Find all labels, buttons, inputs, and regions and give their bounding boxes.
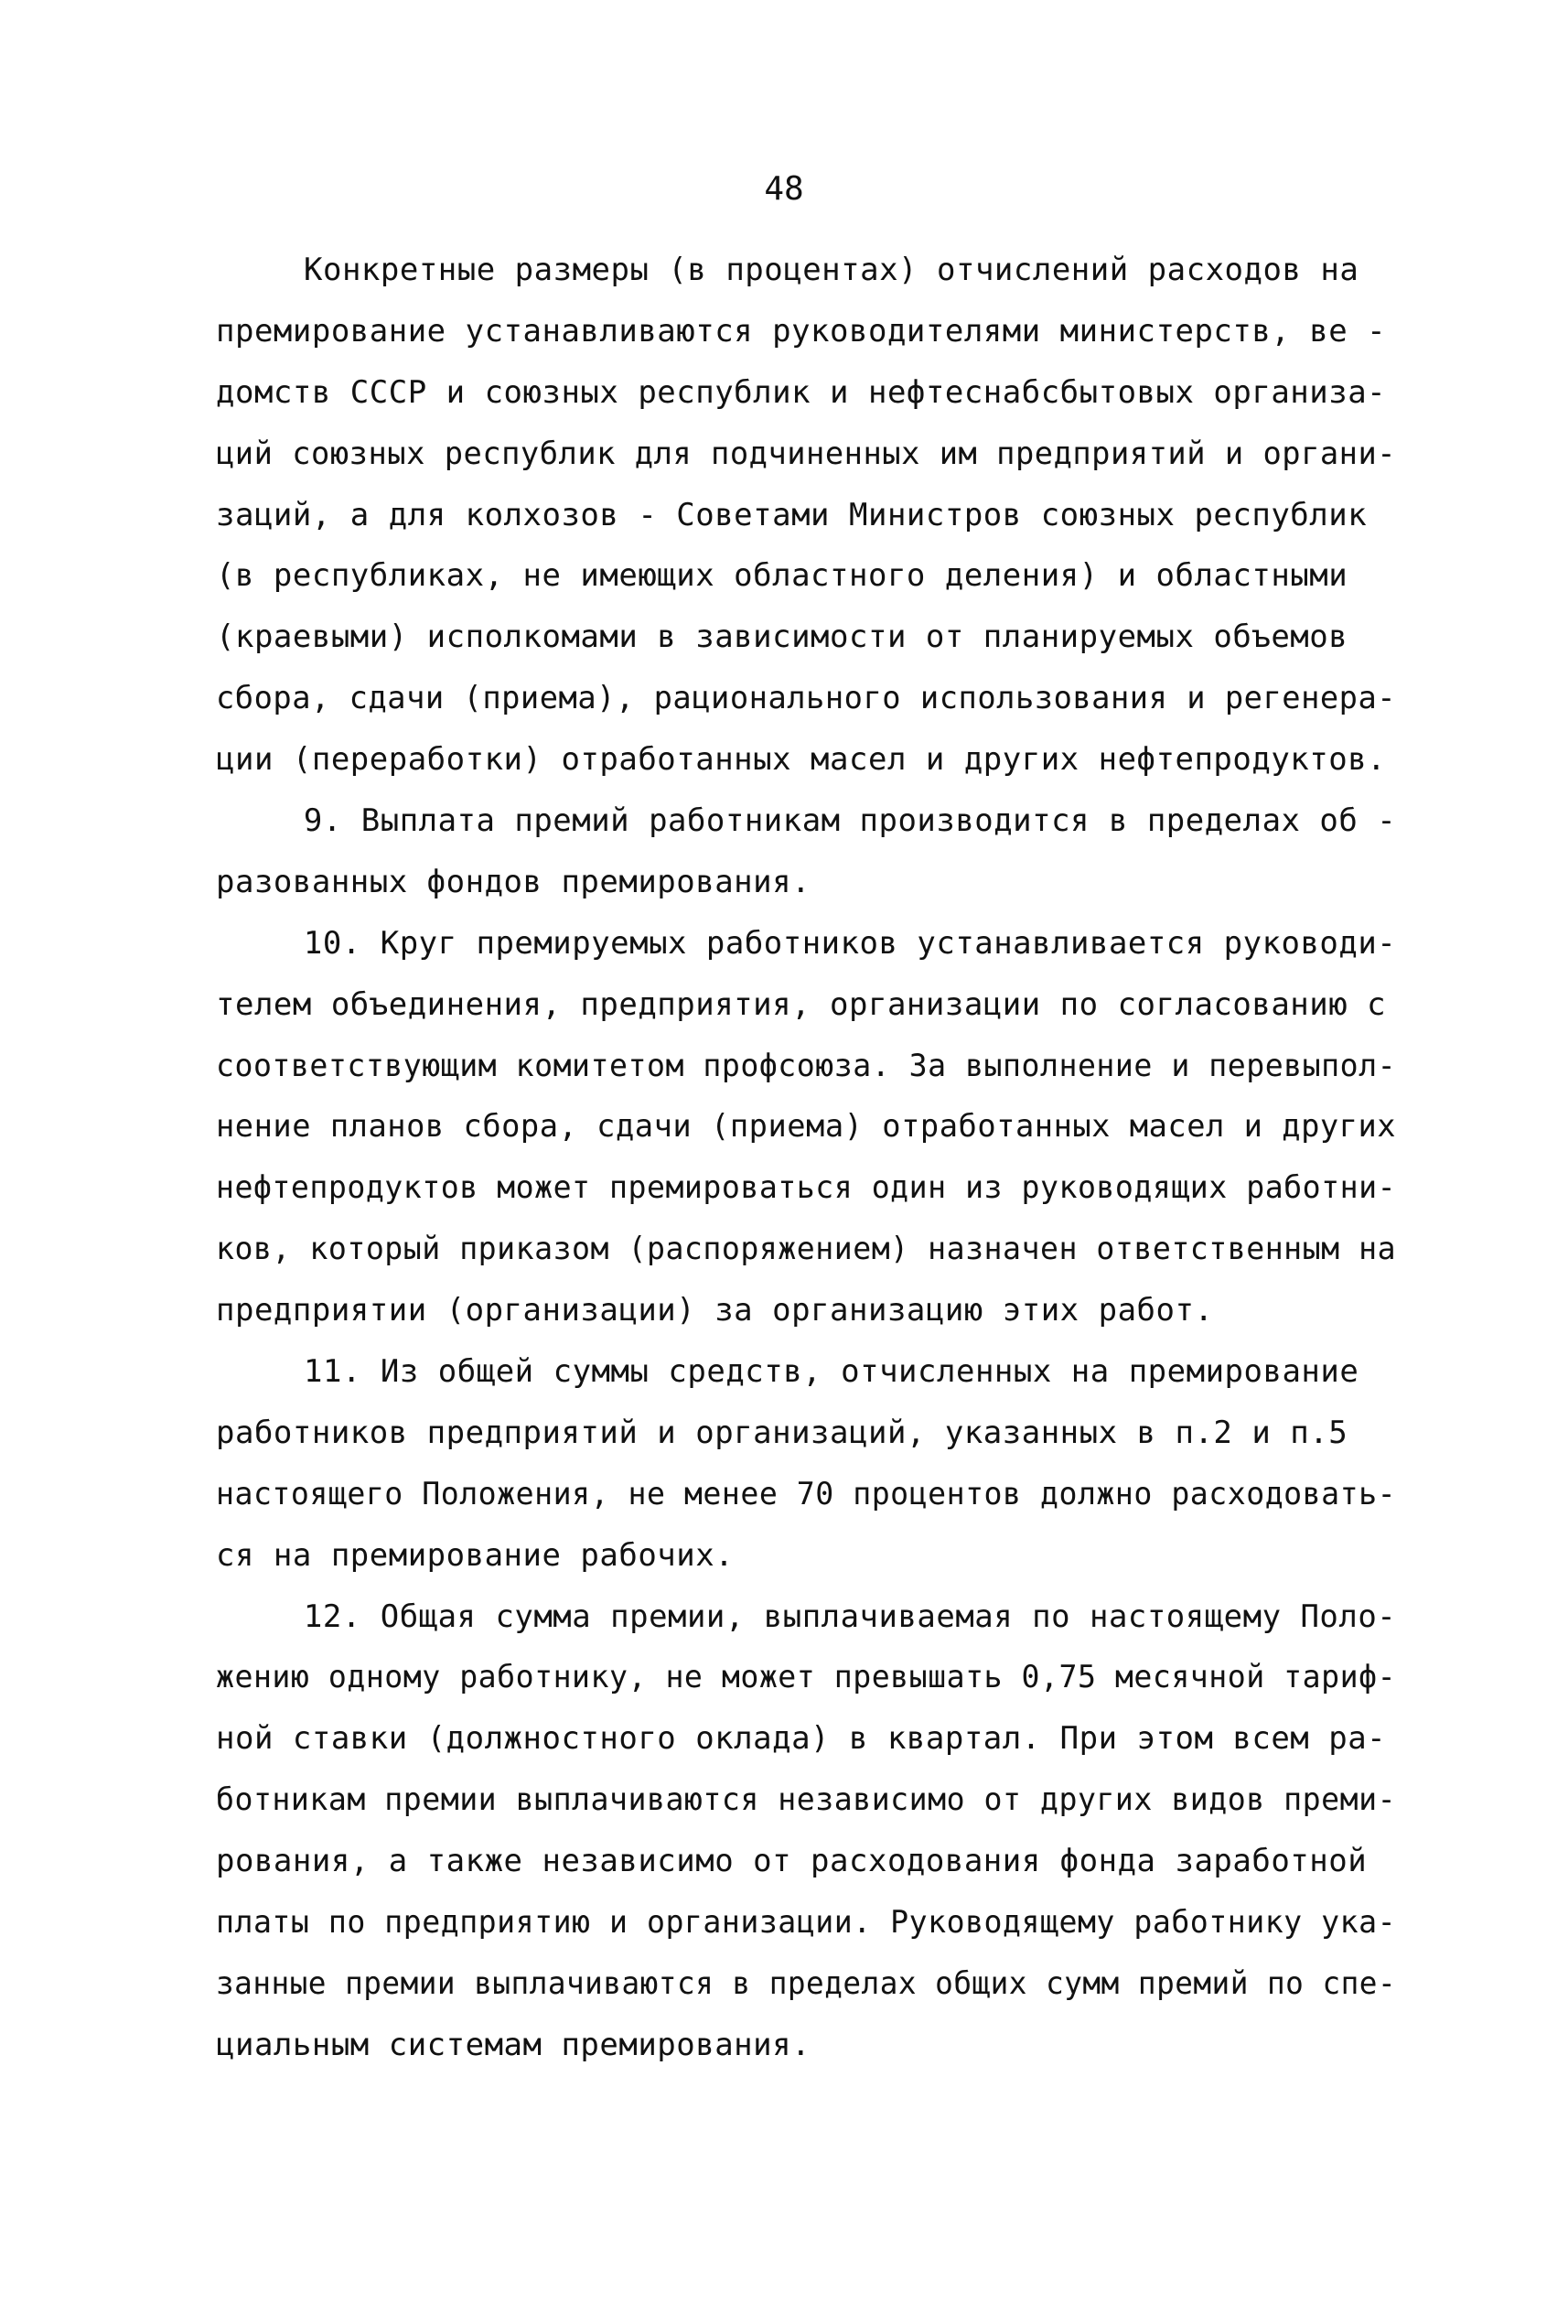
text-line: нение планов сбора, сдачи (приема) отработанных масел и других (216, 1108, 1397, 1146)
page-number: 48 (764, 170, 804, 208)
text-line: настоящего Положения, не менее 70 процентов должно расходовать- (216, 1475, 1397, 1512)
text-line: ботникам премии выплачиваются независимо от других видов преми- (216, 1781, 1397, 1819)
body-text (216, 240, 1396, 2076)
text-line: работников предприятий и организаций, указанных в п.2 и п.5 (216, 1414, 1348, 1451)
text-line: сбора, сдачи (приема), рационального использования и регенера- (216, 680, 1397, 717)
text-line: разованных фондов премирования. (216, 863, 811, 900)
text-line: соответствующим комитетом профсоюза. За выполнение и перевыпол- (216, 1047, 1397, 1084)
text-line: 12. Общая сумма премии, выплачиваемая по настоящему Поло- (303, 1598, 1397, 1635)
text-line: (краевыми) исполкомами в зависимости от планируемых объемов (216, 619, 1348, 656)
text-line: циальным системам премирования. (216, 2026, 811, 2063)
text-line: ции (переработки) отработанных масел и других нефтепродуктов. (216, 741, 1387, 779)
text-line: ков, который приказом (распоряжением) назначен ответственным на (216, 1231, 1397, 1268)
text-line: ной ставки (должностного оклада) в квартал. При этом всем ра- (216, 1720, 1387, 1758)
text-line: (в республиках, не имеющих областного деления) и областными (216, 557, 1348, 595)
text-line: предприятии (организации) за организацию этих работ. (216, 1292, 1214, 1329)
text-line: ся на премирование рабочих. (216, 1536, 735, 1574)
text-line: рования, а также независимо от расходования фонда заработной (216, 1843, 1368, 1880)
text-line: занные премии выплачиваются в пределах общих сумм премий по спе- (216, 1964, 1397, 2002)
text-line: платы по предприятию и организации. Руководящему работнику ука- (216, 1904, 1397, 1942)
text-line: 9. Выплата премий работникам производится в пределах об - (303, 802, 1397, 840)
text-line: заций, а для колхозов - Советами Министров союзных республик (216, 496, 1368, 533)
text-line: 11. Из общей суммы средств, отчисленных на премирование (304, 1353, 1359, 1391)
text-line: премирование устанавливаются руководителями министерств, ве - (216, 312, 1387, 350)
text-line: телем объединения, предприятия, организации по согласованию с (216, 985, 1387, 1023)
text-line: жению одному работнику, не может превышать 0,75 месячной тариф- (216, 1659, 1397, 1696)
text-line: ций союзных республик для подчиненных им предприятий и органи- (216, 435, 1397, 472)
text-line: домств СССР и союзных республик и нефтеснабсбытовых организа- (216, 373, 1387, 411)
text-line: 10. Круг премируемых работников устанавливается руководи- (303, 924, 1397, 962)
text-line: нефтепродуктов может премироваться один из руководящих работни- (216, 1169, 1397, 1207)
text-line: Конкретные размеры (в процентах) отчислений расходов на (304, 252, 1359, 288)
